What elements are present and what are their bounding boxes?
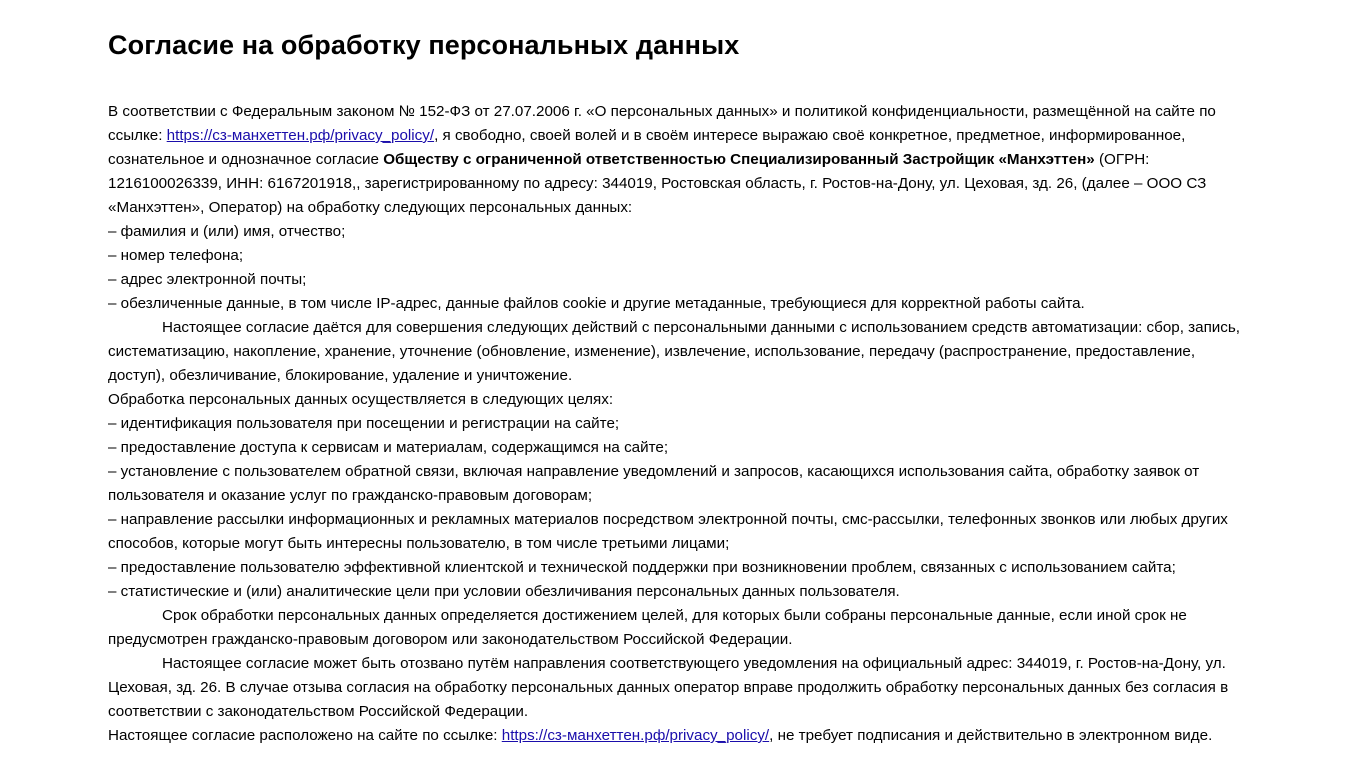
location-text-part-1: Настоящее согласие расположено на сайте по ссылке: [108,727,502,744]
purpose-item-support: – предоставление пользователю эффективной клиентской и технической поддержки при возникновении проблем, связанных с использованием сайта; [108,559,1176,576]
purpose-item-access: – предоставление доступа к сервисам и материалам, содержащимся на сайте; [108,439,669,456]
data-item-email: – адрес электронной почты; [108,271,307,288]
paragraph-actions: Настоящее согласие даётся для совершения следующих действий с персональными данными с использованием средств автоматизации: сбор, запись, систематизацию, накопление, хранение, уточнение (обновление, изменение), извлечение, использование, передачу (распространение, предоставление, доступ), обезличивание, блокирование, удаление и уничтожение. [108,319,1241,384]
intro-text-part-2: , я свободно, своей волей и в своём интересе выражаю своё конкретное, предметное, информированное, сознательное и однозначное согласие [108,127,1186,168]
location-text-part-2: , не требует подписания и действительно в электронном виде. [769,727,1213,744]
data-item-name: – фамилия и (или) имя, отчество; [108,223,346,240]
paragraph-location [108,724,1256,748]
data-item-phone: – номер телефона; [108,247,244,264]
page-title: Согласие на обработку персональных данных [108,30,740,60]
purpose-item-feedback: – установление с пользователем обратной связи, включая направление уведомлений и запросов, касающихся использования сайта, обработку заявок от пользователя и оказание услуг по гражданско-правовым договорам; [108,463,1200,504]
paragraph-term: Срок обработки персональных данных определяется достижением целей, для которых были собраны персональные данные, если иной срок не предусмотрен гражданско-правовым договором или законодательством Российской Федерации. [108,607,1187,648]
privacy-policy-link-2[interactable]: https://сз-манхеттен.рф/privacy_policy/ [501,727,770,744]
paragraph-intro [108,100,1256,220]
purpose-item-marketing: – направление рассылки информационных и рекламных материалов посредством электронной почты, смс-рассылки, телефонных звонков или любых других способов, которые могут быть интересны пользователю, в том числе третьими лицами; [108,511,1228,552]
privacy-policy-link-1[interactable]: https://сз-манхеттен.рф/privacy_policy/ [166,127,435,144]
data-item-anonymous: – обезличенные данные, в том числе IP-адрес, данные файлов cookie и другие метаданные, требующиеся для корректной работы сайта. [108,295,1085,312]
title-spacer [108,62,1256,100]
purpose-item-identification: – идентификация пользователя при посещении и регистрации на сайте; [108,415,620,432]
intro-text-part-1: В соответствии с Федеральным законом № 152-ФЗ от 27.07.2006 г. «О персональных данных» и политикой конфиденциальности, размещённой на сайте по ссылке: [108,103,1216,144]
paragraph-purposes-header: Обработка персональных данных осуществляется в следующих целях: [108,391,614,408]
paragraph-revocation: Настоящее согласие может быть отозвано путём направления соответствующего уведомления на официальный адрес: 344019, г. Ростов-на-Дону, ул. Цеховая, зд. 26. В случае отзыва согласия на обработку персональных данных оператор вправе продолжить обработку персональных данных без согласия в соответствии с законодательством Российской Федерации. [108,655,1229,720]
intro-text-part-3: (ОГРН: 1216100026339, ИНН: 6167201918,, зарегистрированному по адресу: 344019, Ростовская область, г. Ростов-на-Дону, ул. Цеховая, зд. 26, (далее – ООО СЗ «Манхэттен», Оператор) на обработку следующих персональных данных: [108,151,1207,216]
document-body [108,100,1256,748]
company-name: Обществу с ограниченной ответственностью Специализированный Застройщик «Манхэттен» [383,151,1095,168]
purpose-item-analytics: – статистические и (или) аналитические цели при условии обезличивания персональных данных пользователя. [108,583,900,600]
